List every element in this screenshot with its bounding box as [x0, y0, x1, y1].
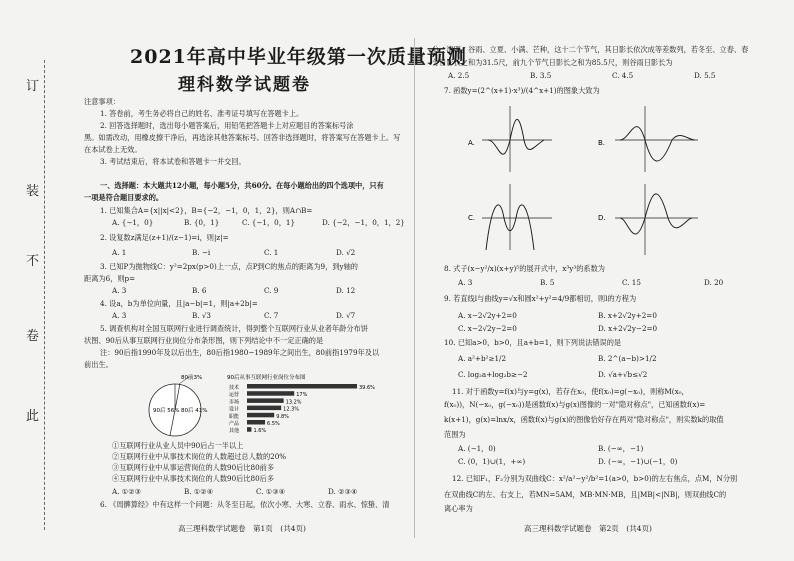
- pie-label-90after: 90后 56%: [153, 408, 180, 414]
- q11-option-d: D. (−∞，−1)∪(−1，0): [598, 457, 678, 466]
- q10-option-c: C. log₂a+log₂b≥−2: [458, 370, 528, 379]
- bar-value-label: 13.2%: [285, 399, 302, 406]
- q7-graph-c: [468, 184, 552, 250]
- bar: [247, 420, 265, 425]
- q5-statement: ②互联网行业中从事技术岗位的人数超过总人数的20%: [112, 452, 287, 461]
- footer-page-1: 高三理科数学试题卷 第1页 (共4页): [178, 524, 306, 533]
- q6-cont-line: 分、清明、谷雨、立夏、小满、芒种，这十二个节气，其日影长依次成等差数列，若冬至、立春、春: [432, 45, 749, 54]
- q4-option-d: D. √7: [336, 311, 356, 320]
- q2-stem: 2. 设复数z满足(z+1)/(z−1)=i，则|z|=: [100, 233, 229, 242]
- q8-option-a: A. 3: [458, 278, 473, 287]
- q8-option-b: B. 5: [540, 278, 555, 287]
- q10-option-d: D. √a+√b≤√2: [598, 370, 648, 379]
- q10-option-b: B. 2^(a−b)>1/2: [598, 354, 657, 363]
- q12-line: 12. 已知F₁，F₂分别为双曲线C：x²/a²−y²/b²=1(a>0，b>0)的左右焦点，点M，N分别: [452, 474, 738, 483]
- q11-line: k(x+1)，g(x)=lnx/x，函数f(x)与g(x)的图像恰好存在两对"隐对称点"，则实数k的取值: [444, 415, 724, 424]
- pie-label-80before: 80前3%: [181, 375, 203, 381]
- q5-figure: [135, 372, 375, 440]
- q3-stem-cont: 距离为6，则p=: [84, 274, 136, 283]
- q5-stem: 注：90后指1990年及以后出生，80后指1980−1989年之间出生，80前指1979年及以: [100, 348, 380, 357]
- q4-option-a: A. 3: [112, 311, 127, 320]
- q12-line: 在双曲线C的左、右支上，若MN=5AM，MB·MN·MB，且|MB|<|NB|，则双曲线C的: [444, 490, 727, 499]
- bar-value-label: 6.5%: [267, 421, 280, 427]
- q7-graph-d: [598, 184, 698, 255]
- q6-stem: 6. 《周髀算经》中有这样一个问题：从冬至日起，依次小寒、大寒、立春、雨水、惊蛰、清: [100, 500, 390, 509]
- q6-option-c: C. 4.5: [612, 71, 634, 80]
- notice-line: 1. 答卷前，考生务必将自己的姓名、准考证号填写在答题卡上。: [100, 109, 304, 118]
- q11-line: 范围为: [444, 430, 466, 439]
- q5-statement: ①互联网行业从业人员中90后占一半以上: [112, 441, 244, 450]
- page-divider: [414, 38, 415, 538]
- gutter-char: 卷: [26, 329, 40, 344]
- notice-line: 2. 回答选择题时，选出每小题答案后，用铅笔把答题卡上对应题目的答案标号涂: [100, 121, 354, 130]
- q1-options: [112, 218, 412, 228]
- q3-stem: 3. 已知P为抛物线C：y²=2px(p>0)上一点，点P到C的焦点的距离为9，到y轴的: [100, 262, 358, 271]
- page-subtitle: 理科数学试题卷: [178, 75, 311, 95]
- curve: [620, 194, 692, 234]
- bar-value-label: 12.3%: [283, 406, 300, 413]
- notice-line: 在本试卷上无效。: [84, 145, 142, 154]
- footer-page-2: 高三理科数学试题卷 第2页 (共4页): [524, 524, 652, 533]
- q4-options: [112, 311, 412, 321]
- bar-category-label: 产品: [229, 421, 240, 427]
- q8-option-d: D. 20: [704, 278, 724, 287]
- q8-option-c: C. 15: [622, 278, 641, 287]
- q2-option-b: B. −i: [192, 248, 211, 257]
- bar-category-label: 市场: [229, 399, 240, 406]
- curve: [620, 127, 695, 161]
- q12-line: 离心率为: [444, 504, 473, 513]
- q5-option-c: C. ①③④: [256, 487, 286, 496]
- gutter-char: 订: [26, 79, 40, 94]
- q11-option-b: B. (−∞，−1): [598, 444, 644, 453]
- q1-option-b: B. {0，1}: [184, 218, 220, 227]
- page-title: 2021年高中毕业年级第一次质量预测: [130, 46, 467, 68]
- q7-graph-a: [468, 106, 552, 172]
- q5-stem: 5. 调查机构对全国互联网行业进行调查统计，得到整个互联网行业从业者年龄分布饼: [100, 324, 368, 333]
- q6-option-b: B. 3.5: [530, 71, 552, 80]
- q1-option-a: A. {−1，0}: [112, 218, 154, 227]
- q5-option-b: B. ①②④: [184, 487, 214, 496]
- bar-category-label: 技术: [229, 385, 240, 391]
- fold-line: [44, 60, 45, 530]
- q11-option-a: A. (−1，0): [458, 444, 496, 453]
- q9-stem: 9. 若直线l与曲线y=√x和圆x²+y²=4/9都相切，则l的方程为: [444, 294, 637, 303]
- q3-option-c: C. 9: [264, 286, 279, 295]
- q9-option-b: B. x+2√2y+2=0: [598, 311, 657, 320]
- q7-graphs: [440, 100, 770, 260]
- q4-option-c: C. 7: [264, 311, 279, 320]
- q11-option-c: C. (0，1)∪(1，+∞): [458, 457, 526, 466]
- q5-statement: ③互联网行业中从事运营岗位的人数90后比80前多: [112, 463, 275, 472]
- pie-label-80after: 80后 41%: [181, 408, 208, 414]
- q7-stem: 7. 函数y=(2^(x+1)·x³)/(4^x+1)的图象大致为: [444, 86, 600, 95]
- q10-stem: 10. 已知a>0，b>0，且a+b=1，则下列说法错误的是: [444, 338, 622, 347]
- bar: [247, 384, 357, 389]
- bar-category-label: 运营: [229, 392, 240, 399]
- q4-stem: 4. 设a，b为单位向量，且|a−b|=1，则|a+2b|=: [100, 299, 258, 308]
- q1-option-d: D. {−2，−1，0，1，2}: [322, 218, 405, 227]
- q1-stem: 1. 已知集合A={x||x|<2}，B={−2，−1，0，1，2}，则A∩B=: [100, 206, 313, 215]
- q2-options: [112, 248, 412, 258]
- gutter-char: 此: [26, 409, 40, 424]
- binding-gutter: [0, 0, 52, 561]
- q5-stem: 状图、90后从事互联网行业岗位分布条形图，则下列结论中不一定正确的是: [84, 336, 324, 345]
- notice-line: 黑。如需改动，用橡皮擦干净后，再选涂其他答案标号。回答非选择题时，将答案写在答题卡上。写: [84, 133, 401, 142]
- q5-statement: ④互联网行业中从事技术岗位的人数90后比80后多: [112, 474, 275, 483]
- q8-stem: 8. 式子(x−y²/x)(x+y)⁵的展开式中，x³y³的系数为: [444, 264, 605, 273]
- q5-option-d: D. ②③④: [328, 487, 358, 496]
- q7-label-b: B.: [598, 139, 606, 147]
- q8-options: [458, 278, 778, 288]
- q5-option-a: A. ①②③: [112, 487, 142, 496]
- q5-options: [112, 487, 412, 497]
- section-heading-cont: 一项是符合题目要求的。: [84, 193, 164, 202]
- bar-value-label: 1.6%: [253, 428, 267, 435]
- bar-value-label: 9.8%: [276, 413, 289, 420]
- q7-graph-b: [598, 106, 698, 172]
- notice-heading: 注意事项：: [84, 97, 120, 106]
- notice-line: 3. 考试结束后，将本试卷和答题卡一并交回。: [100, 157, 246, 166]
- bar: [247, 406, 281, 411]
- q7-label-c: C.: [468, 214, 476, 222]
- q2-option-d: D. √2: [336, 248, 356, 257]
- bar-category-label: 职能: [229, 413, 240, 420]
- q11-line: f(x₀))，N(−x₀，g(−x₀))是函数f(x)与g(x)图像的一对"隐对称点"，已知函数f(x)=: [444, 400, 706, 409]
- q7-label-d: D.: [598, 214, 606, 222]
- q1-option-c: C. {−1，0，1}: [242, 218, 296, 227]
- bar: [247, 427, 251, 432]
- q7-label-a: A.: [468, 139, 475, 147]
- age-pie-chart: [149, 373, 207, 436]
- q5-stem: 前出生。: [84, 360, 113, 369]
- bar-category-label: 其他: [229, 428, 240, 435]
- q6-cont-line: 分日影长之和为31.5尺，前九个节气日影长之和为85.5尺，则谷雨日影长为: [432, 58, 673, 67]
- q3-options: [112, 286, 412, 296]
- bar: [247, 398, 284, 403]
- q4-option-b: B. √3: [192, 311, 212, 320]
- q11-line: 11. 对于函数y=f(x)与y=g(x)，若存在x₀，使f(x₀)=g(−x₀)，则称M(x₀，: [452, 387, 689, 396]
- q3-option-a: A. 3: [112, 286, 127, 295]
- q9-option-d: D. x+2√2y−2=0: [598, 324, 658, 333]
- section-heading: 一、选择题：本大题共12小题，每小题5分，共60分。在每小题给出的四个选项中，只有: [100, 181, 384, 190]
- bar-value-label: 39.6%: [359, 385, 375, 391]
- q6-options: [448, 71, 768, 81]
- q9-option-c: C. x−2√2y−2=0: [458, 324, 517, 333]
- q6-option-a: A. 2.5: [448, 71, 470, 80]
- q3-option-d: D. 12: [336, 286, 356, 295]
- bar-rows: [229, 384, 375, 434]
- bar-category-label: 设计: [229, 406, 240, 413]
- job-bar-chart: [227, 373, 375, 434]
- gutter-char: 装: [26, 184, 40, 199]
- bar: [247, 413, 274, 418]
- q3-option-b: B. 6: [192, 286, 207, 295]
- bar-chart-title: 90后从事互联网行业岗位分布图: [227, 375, 306, 381]
- gutter-char: 不: [26, 254, 40, 269]
- q9-option-a: A. x−2√2y+2=0: [458, 311, 517, 320]
- q2-option-a: A. 1: [112, 248, 127, 257]
- q10-option-a: A. a²+b²≥1/2: [458, 354, 507, 363]
- q6-option-d: D. 5.5: [694, 71, 716, 80]
- bar: [247, 391, 294, 396]
- bar-value-label: 17%: [296, 392, 308, 399]
- curve: [488, 119, 544, 154]
- q2-option-c: C. 1: [264, 248, 279, 257]
